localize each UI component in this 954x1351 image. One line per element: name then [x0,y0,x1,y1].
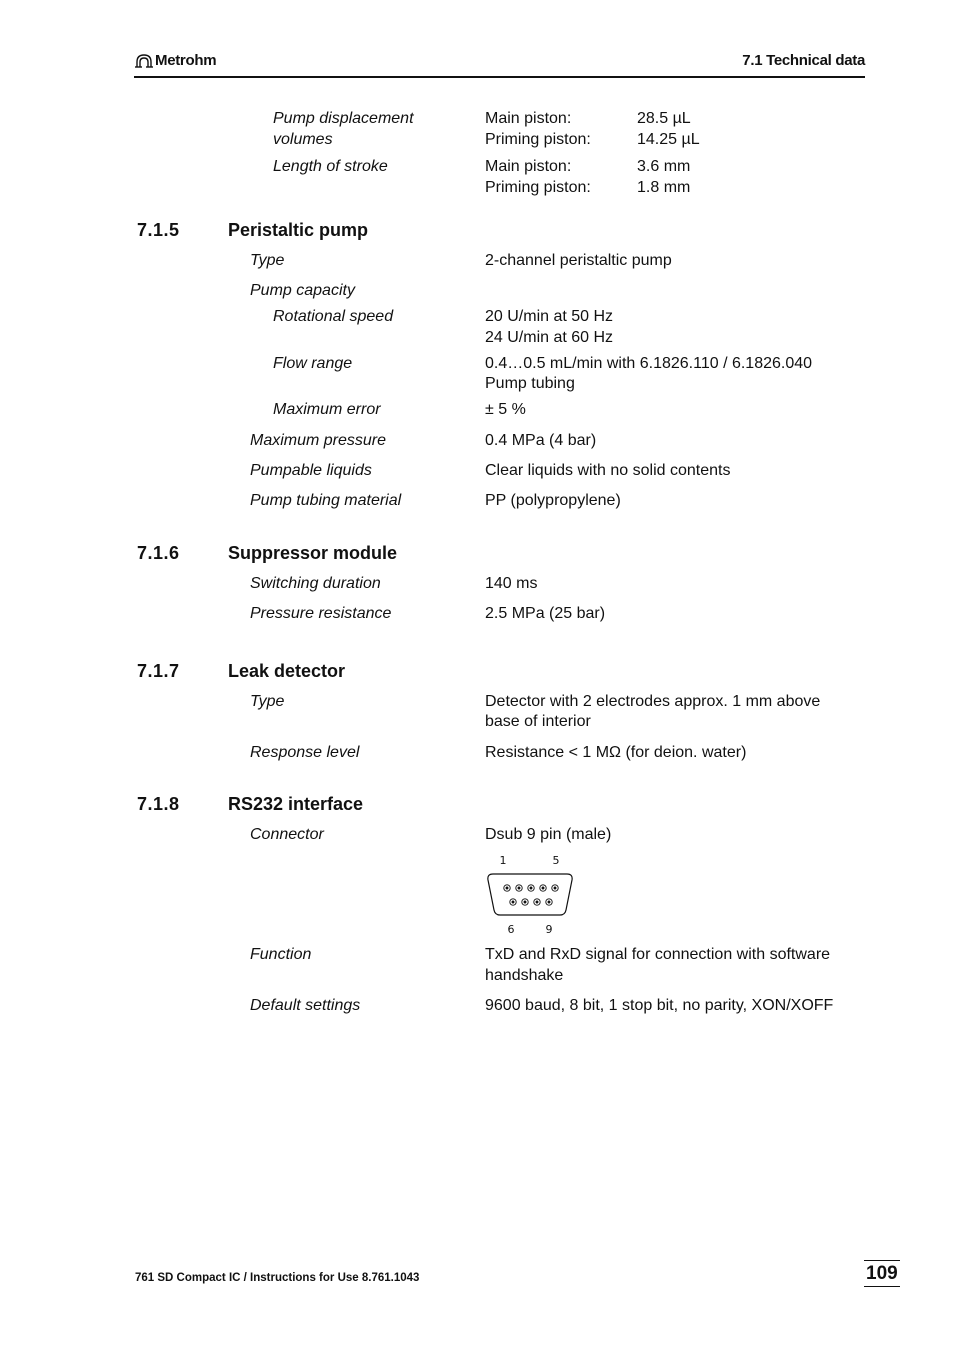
maximum-error-label: Maximum error [273,401,381,418]
footer-document-id: 761 SD Compact IC / Instructions for Use 8.761.1043 [135,1272,420,1284]
pumpable-liquids-label: Pumpable liquids [250,462,372,479]
top-pin-row [504,885,558,891]
function-label: Function [250,946,312,963]
pump-tubing-material-value: PP (polypropylene) [485,492,621,509]
section-title-leak-detector: Leak detector [228,661,346,681]
stroke-main-piston-value: 3.6 mm [637,158,691,175]
pin-label-5: 5 [552,854,560,867]
pumpable-liquids-value: Clear liquids with no solid contents [485,462,731,479]
section-number-717: 7.1.7 [137,661,180,681]
page-number-top-rule [864,1260,900,1261]
stroke-main-piston-label: Main piston: [485,158,572,175]
length-of-stroke-label: Length of stroke [273,158,388,175]
response-level-label: Response level [250,744,360,761]
flow-range-value-cont: Pump tubing [485,375,575,392]
pump-capacity-label: Pump capacity [250,282,355,299]
leak-type-value-cont: base of interior [485,713,591,730]
pump-displacement-label-cont: volumes [273,131,333,148]
stroke-priming-piston-value: 1.8 mm [637,179,691,196]
dsub9-connector-diagram [487,853,577,935]
priming-piston-label: Priming piston: [485,131,591,148]
connector-shell [488,874,572,915]
leak-type-value: Detector with 2 electrodes approx. 1 mm above [485,693,821,710]
switching-duration-value: 140 ms [485,575,538,592]
bottom-pin-row [510,899,552,905]
pump-tubing-material-label: Pump tubing material [250,492,402,509]
maximum-error-value: ± 5 % [485,401,526,418]
main-piston-label: Main piston: [485,110,572,127]
section-title-rs232-interface: RS232 interface [228,794,364,814]
pin-label-6: 6 [507,923,515,935]
peristaltic-type-label: Type [250,252,285,269]
logo-text: Metrohm [155,52,217,69]
leak-type-label: Type [250,693,285,710]
section-number-716: 7.1.6 [137,543,180,563]
rotational-speed-value-50hz: 20 U/min at 50 Hz [485,308,614,325]
page-number: 109 [866,1263,898,1284]
default-settings-value: 9600 baud, 8 bit, 1 stop bit, no parity, XON/XOFF [485,997,834,1014]
pin-label-9: 9 [545,923,553,935]
page-number-bottom-rule [864,1286,900,1287]
section-number-715: 7.1.5 [137,220,180,240]
switching-duration-label: Switching duration [250,575,381,592]
maximum-pressure-value: 0.4 MPa (4 bar) [485,432,597,449]
flow-range-value: 0.4…0.5 mL/min with 6.1826.110 / 6.1826.040 [485,355,813,372]
pressure-resistance-value: 2.5 MPa (25 bar) [485,605,606,622]
running-header-title: 7.1 Technical data [742,52,865,69]
connector-value: Dsub 9 pin (male) [485,826,612,843]
pump-displacement-label: Pump displacement [273,110,414,127]
metrohm-logo-icon [134,52,154,70]
connector-label: Connector [250,826,324,843]
section-title-peristaltic-pump: Peristaltic pump [228,220,369,240]
section-number-718: 7.1.8 [137,794,180,814]
function-value-cont: handshake [485,967,564,984]
pressure-resistance-label: Pressure resistance [250,605,392,622]
header-rule [134,76,865,78]
stroke-priming-piston-label: Priming piston: [485,179,591,196]
pin-label-1: 1 [499,854,507,867]
rotational-speed-label: Rotational speed [273,308,394,325]
flow-range-label: Flow range [273,355,353,372]
priming-piston-volume: 14.25 µL [637,131,700,148]
peristaltic-type-value: 2-channel peristaltic pump [485,252,672,269]
rotational-speed-value-60hz: 24 U/min at 60 Hz [485,329,614,346]
section-title-suppressor-module: Suppressor module [228,543,398,563]
default-settings-label: Default settings [250,997,361,1014]
function-value: TxD and RxD signal for connection with software [485,946,831,963]
maximum-pressure-label: Maximum pressure [250,432,387,449]
response-level-value: Resistance < 1 MΩ (for deion. water) [485,744,747,761]
main-piston-volume: 28.5 µL [637,110,691,127]
